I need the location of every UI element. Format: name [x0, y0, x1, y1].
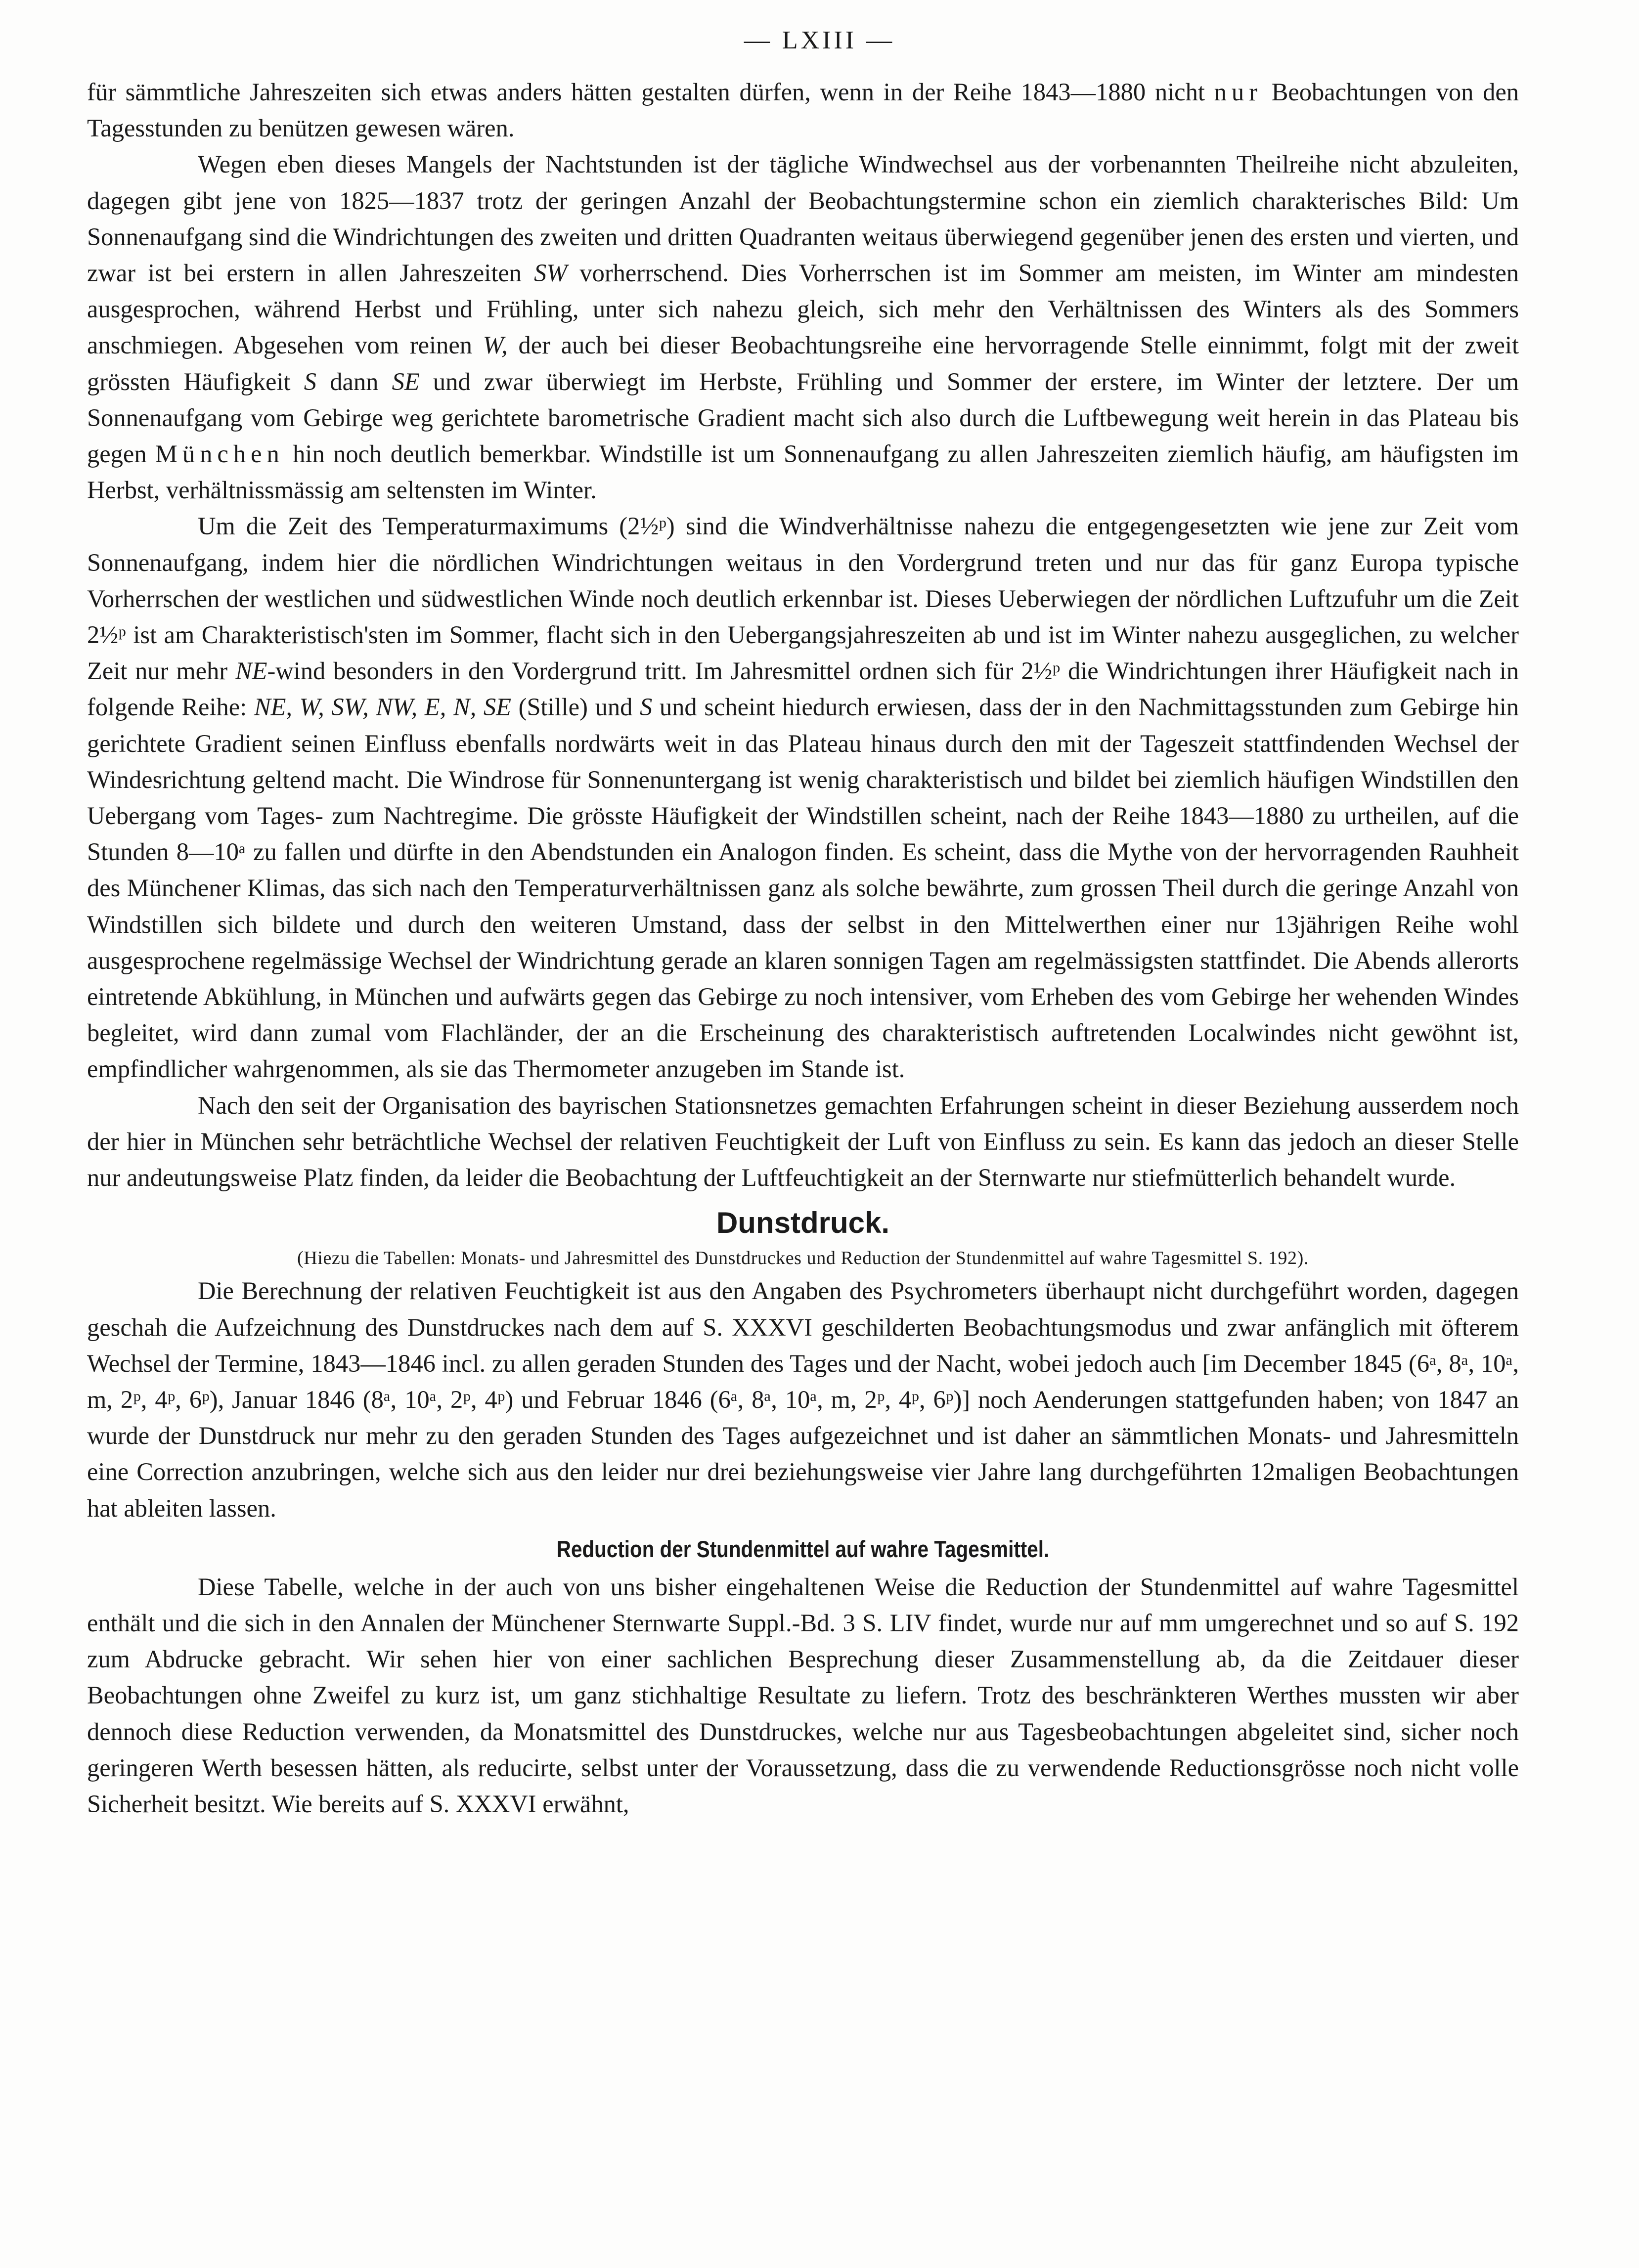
paragraph — [87, 1088, 1519, 1196]
spaced-text: München — [155, 440, 284, 468]
section-dunstdruck — [87, 1273, 1519, 1526]
italic-text: S — [640, 693, 653, 721]
italic-text: SW — [534, 259, 568, 287]
text-run: Die Berechnung der relativen Feuchtigkeit ist aus den Angaben des Psychrometers überhaupt nicht durchgeführt worden, dagegen geschah die Aufzeichnung des Dunstdruckes nach dem auf S. XXXVI geschilderten Beobachtungsmodus und zwar anfänglich mit öfterem Wechsel der Termine, 1843—1846 incl. zu allen geraden Stunden des Tages und der Nacht, wobei jedoch auch [im December 1845 (6ᵃ, 8ᵃ, 10ᵃ, m, 2ᵖ, 4ᵖ, 6ᵖ), Januar 1846 (8ᵃ, 10ᵃ, 2ᵖ, 4ᵖ) und Februar 1846 (6ᵃ, 8ᵃ, 10ᵃ, m, 2ᵖ, 4ᵖ, 6ᵖ)] noch Aenderungen stattgefunden haben; von 1847 an wurde der Dunstdruck nur mehr zu den geraden Stunden des Tages aufgezeichnet und ist daher an sämmtlichen Monats- und Jahresmitteln eine Correction anzubringen, welche sich aus den leider nur drei beziehungsweise vier Jahre lang durchgeführten 12maligen Beobachtungen hat ableiten lassen. — [87, 1277, 1519, 1522]
italic-text: NE, W, SW, NW, E, N, SE — [254, 693, 511, 721]
text-run: (Stille) und — [511, 693, 640, 721]
paragraph — [87, 508, 1519, 1087]
text-run: dann — [316, 367, 392, 395]
paragraph — [87, 146, 1519, 508]
text-run: der auch bei dieser Beobachtungsreihe eine hervorragende Stelle einnimmt, folgt mit der zweit grössten Häufigkeit — [87, 331, 1519, 395]
section-subheading-dunstdruck: (Hiezu die Tabellen: Monats- und Jahresmittel des Dunstdruckes und Reduction der Stundenmittel auf wahre Tagesmittel S. 192). — [297, 1248, 1309, 1269]
italic-text: W, — [483, 331, 508, 359]
text-run: Nach den seit der Organisation des bayrischen Stationsnetzes gemachten Erfahrungen scheint in dieser Beziehung ausserdem noch der hier in München sehr beträchtliche Wechsel der relativen Feuchtigkeit der Luft von Einfluss zu sein. Es kann das jedoch an dieser Stelle nur andeutungsweise Platz finden, da leider die Beobachtung der Luftfeuchtigkeit an der Sternwarte nur stiefmütterlich behandelt wurde. — [87, 1091, 1519, 1192]
text-run: vorherrschend. Dies Vorherrschen ist im Sommer am meisten, im Winter am mindesten ausgesprochen, während Herbst und Frühling, unter sich nahezu gleich, sich mehr den Verhältnissen des Winters als des Sommers anschmiegen. Abgesehen vom reinen — [87, 259, 1519, 359]
page-number: — LXIII — — [744, 26, 895, 54]
text-run: Um die Zeit des Temperaturmaximums (2½ᵖ) sind die Windverhältnisse nahezu die entgegengesetzten wie jene zur Zeit vom Sonnenaufgang, indem hier die nördlichen Windrichtungen weitaus in den Vordergrund treten und nur das für ganz Europa typische Vorherrschen der westlichen und südwestlichen Winde noch deutlich erkennbar ist. Dieses Ueberwiegen der nördlichen Luftzufuhr um die Zeit 2½ᵖ ist am Charakteristisch'sten im Sommer, flacht sich in den Uebergangsjahreszeiten ab und ist im Winter nahezu ausgeglichen, zu welcher Zeit nur mehr — [87, 512, 1519, 685]
text-run: Wegen eben dieses Mangels der Nachtstunden ist der tägliche Windwechsel aus der vorbenannten Theilreihe nicht abzuleiten, dagegen gibt jene von 1825—1837 trotz der geringen Anzahl der Beobachtungstermine schon ein ziemlich charakterisches Bild: Um Sonnenaufgang sind die Windrichtungen des zweiten und dritten Quadranten weitaus überwiegend gegenüber jenen des ersten und vierten, und zwar ist bei erstern in allen Jahreszeiten — [87, 150, 1519, 287]
paragraph — [87, 1273, 1519, 1526]
paragraph — [87, 74, 1519, 146]
section-reduction — [87, 1569, 1519, 1822]
section-wind — [87, 74, 1519, 1196]
text-run: für sämmtliche Jahreszeiten sich etwas anders hätten gestalten dürfen, wenn in der Reihe 1843—1880 nicht — [87, 78, 1214, 106]
italic-text: NE — [235, 657, 267, 685]
text-run: -wind besonders in den Vordergrund tritt. Im Jahresmittel ordnen sich für 2½ᵖ die Windrichtungen ihrer Häufigkeit nach in folgende Reihe: — [87, 657, 1519, 721]
spaced-text: nur — [1214, 78, 1262, 106]
page-body — [87, 74, 1519, 1822]
text-run: und scheint hiedurch erwiesen, dass der in den Nachmittagsstunden zum Gebirge hin gerichtete Gradient seinen Einfluss ebenfalls nordwärts weit in das Plateau hinaus durch den mit der Tageszeit stattfindenden Wechsel der Windesrichtung geltend macht. Die Windrose für Sonnenuntergang ist wenig charakteristisch und bildet bei ziemlich häufigen Windstillen den Uebergang vom Tages- zum Nachtregime. Die grösste Häufigkeit der Windstillen scheint, nach der Reihe 1843—1880 zu urtheilen, auf die Stunden 8—10ᵃ zu fallen und dürfte in den Abendstunden ein Analogon finden. Es scheint, dass die Mythe von der hervorragenden Rauhheit des Münchener Klimas, das sich nach den Temperaturverhältnissen ganz als solche bewährte, zum grossen Theil durch die geringe Anzahl von Windstillen sich bildete und durch den weiteren Umstand, dass der selbst in den Mittelwerthen einer nur 13jährigen Reihe wohl ausgesprochene regelmässige Wechsel der Windrichtung gerade an klaren sonnigen Tagen am regelmässigsten stattfindet. Die Abends allerorts eintretende Abkühlung, in München und aufwärts gegen das Gebirge zu noch intensiver, vom Erheben des vom Gebirge her wehenden Windes begleitet, wird dann zumal vom Flachländer, der an die Erscheinung des charakteristisch auftretenden Localwindes nicht gewöhnt ist, empfindlicher wahrgenommen, als sie das Thermometer anzugeben im Stande ist. — [87, 693, 1519, 1083]
text-run: hin noch deutlich bemerkbar. Windstille ist um Sonnenaufgang zu allen Jahreszeiten ziemlich häufig, am häufigsten im Herbst, verhältnissmässig am seltensten im Winter. — [87, 440, 1519, 504]
italic-text: SE — [392, 367, 420, 395]
text-run: Diese Tabelle, welche in der auch von uns bisher eingehaltenen Weise die Reduction der Stundenmittel auf wahre Tagesmittel enthält und die sich in den Annalen der Münchener Sternwarte Suppl.-Bd. 3 S. LIV findet, wurde nur auf mm umgerechnet und so auf S. 192 zum Abdrucke gebracht. Wir sehen hier von einer sachlichen Besprechung dieser Zusammenstellung ab, da die Zeitdauer dieser Beobachtungen ohne Zweifel zu kurz ist, um ganz stichhaltige Resultate zu liefern. Trotz des beschränkteren Werthes mussten wir aber dennoch diese Reduction verwenden, da Monatsmittel des Dunstdruckes, welche nur aus Tagesbeobachtungen abgeleitet sind, sicher noch geringeren Werth besessen hätten, als reducirte, selbst unter der Voraussetzung, dass die zu verwendende Reductionsgrösse noch nicht volle Sicherheit besitzt. Wie bereits auf S. XXXVI erwähnt, — [87, 1572, 1519, 1818]
text-run: Beobachtungen von den Tagesstunden zu benützen gewesen wären. — [87, 78, 1519, 142]
paragraph — [87, 1569, 1519, 1822]
italic-text: S — [304, 367, 316, 395]
text-run: und zwar überwiegt im Herbste, Frühling und Sommer der erstere, im Winter der letztere. Der um Sonnenaufgang vom Gebirge weg gerichtete barometrische Gradient macht sich also durch die Luftbewegung weit herein in das Plateau bis gegen — [87, 367, 1519, 468]
section-heading-reduction: Reduction der Stundenmittel auf wahre Tagesmittel. — [556, 1535, 1050, 1562]
section-heading-dunstdruck: Dunstdruck. — [716, 1206, 890, 1240]
